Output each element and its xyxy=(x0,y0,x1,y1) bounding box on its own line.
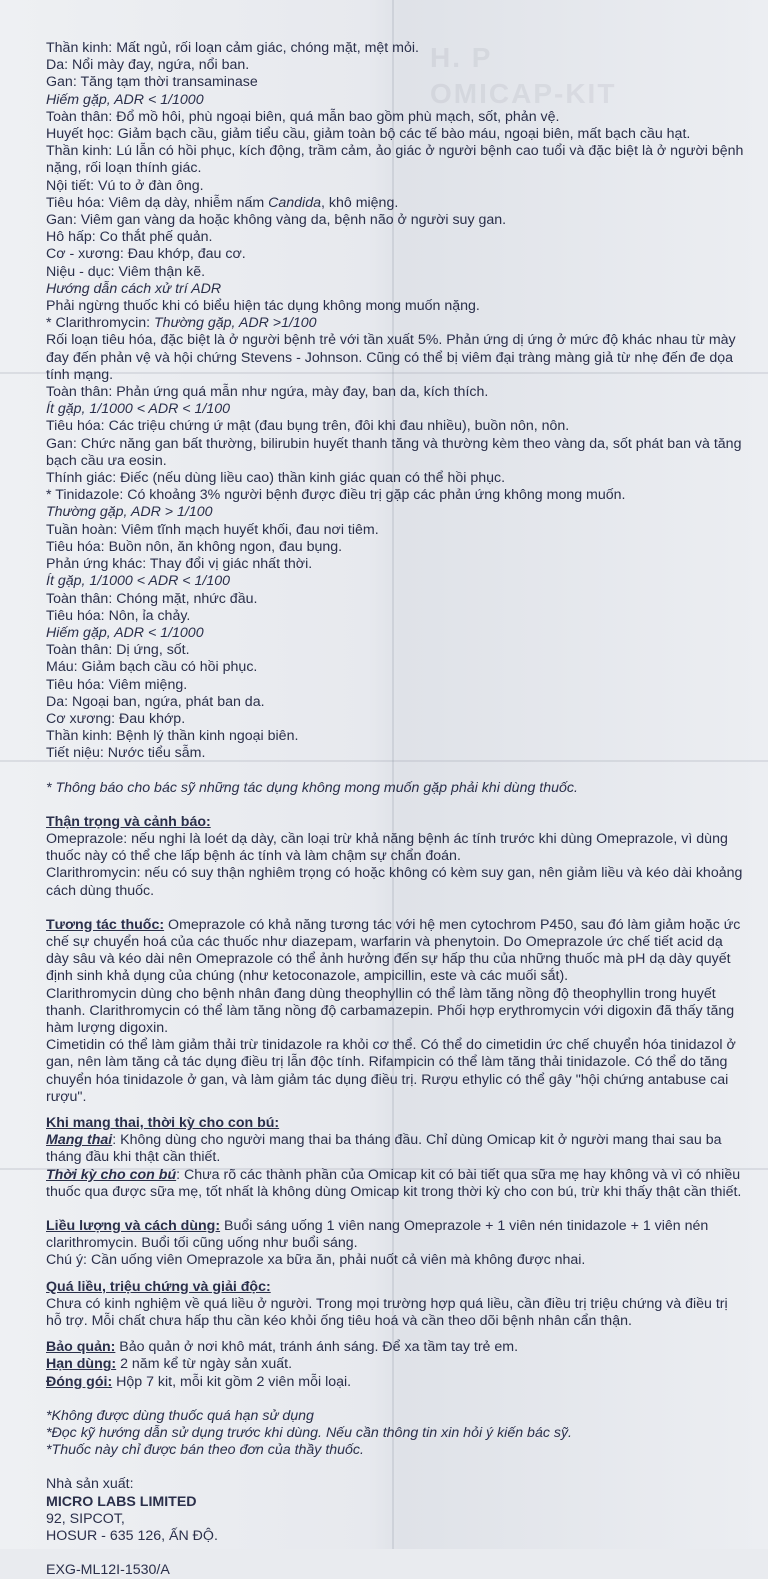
text-line: Tiêu hóa: Viêm miệng. xyxy=(46,676,188,693)
notice-line: * Thông báo cho bác sỹ những tác dụng không mong muốn gặp phải khi dùng thuốc. xyxy=(46,779,578,796)
subheading: Thời kỳ cho con bú xyxy=(46,1166,177,1183)
spacer xyxy=(46,1459,746,1476)
text-line: Cơ - xương: Đau khớp, đau cơ. xyxy=(46,246,246,263)
text-line: Hô hấp: Co thắt phế quản. xyxy=(46,229,213,246)
text-line: Phải ngừng thuốc khi có biểu hiện tác dụng không mong muốn nặng. xyxy=(46,298,480,315)
spacer xyxy=(46,1270,746,1279)
frequency-label: Hiếm gặp, ADR < 1/1000 xyxy=(46,624,204,641)
text-line: Niệu - dục: Viêm thận kẽ. xyxy=(46,263,206,280)
text-span: Omeprazole có khả năng tương tác với hệ men cytochrom P450, sau đó làm giảm hoặc ức chế sự chuyển hoá của các thuốc như diazepam, warfarin và phenytoin. Do Omeprazole ức chế tiết acid dạ dày sâu và kéo dài nên Omeprazole có thể ảnh hưởng đến sự hấp thu của những thuốc mà pH dạ dày quyết định sinh khả dụng của chúng (như ketoconazole, ampicillin, este và các muối sắt). xyxy=(46,916,741,985)
spacer xyxy=(46,1330,746,1339)
text-line: Huyết học: Giảm bạch cầu, giảm tiểu cầu, giảm toàn bộ các tế bào máu, ngoại biên, mất bạch cầu hạt. xyxy=(46,126,691,143)
text-paragraph xyxy=(46,1167,746,1201)
text-line: Thần kinh: Mất ngủ, rối loạn cảm giác, chóng mặt, mệt mỏi. xyxy=(46,40,419,56)
text-line: * Tinidazole: Có khoảng 3% người bệnh được điều trị gặp các phản ứng không mong muốn. xyxy=(46,487,626,504)
text-paragraph: Cimetidin có thể làm giảm thải trừ tinidazole ra khỏi cơ thể. Có thể do cimetidin ức chế chuyển hóa tinidazol ở gan, nên làm tăng cả tác dụng điều trị lẫn độc tính. Rifampicin có thể làm tăng thải tinidazole. Có thể do tăng chuyển hóa tinidazole ở gan, và làm giảm tác dụng điều trị. Rượu ethylic có thể gây "hội chứng antabuse cai rượu". xyxy=(46,1037,736,1105)
text-paragraph: Gan: Chức năng gan bất thường, bilirubin huyết thanh tăng và thường kèm theo vàng da, sốt phát ban và tăng bạch cầu ưa eosin. xyxy=(46,435,742,469)
text-paragraph: Chưa có kinh nghiệm về quá liều ở người. Trong mọi trường hợp quá liều, cần điều trị triệu chứng và điều trị hỗ trợ. Mỗi chất chưa hấp thu cần kéo khỏi ống tiêu hoá và cần theo dõi bệnh nhân cẩn thận. xyxy=(46,1295,728,1330)
text-paragraph: Omeprazole: nếu nghi là loét dạ dày, cần loại trừ khả năng bệnh ác tính trước khi dùng Omeprazole, vì dùng thuốc này có thể che lấp bệnh ác tính và làm chậm sự chẩn đoán. xyxy=(46,830,728,865)
text-line: Toàn thân: Đổ mồ hôi, phù ngoại biên, quá mẫn bao gồm phù mạch, sốt, phản vệ. xyxy=(46,108,560,125)
text-line: Toàn thân: Phản ứng quá mẫn như ngứa, mày đay, ban da, kích thích. xyxy=(46,384,489,401)
text-line: Da: Nổi mày đay, ngứa, nổi ban. xyxy=(46,57,250,74)
text-line xyxy=(46,315,746,332)
frequency-label: Hiếm gặp, ADR < 1/1000 xyxy=(46,91,204,108)
text-line xyxy=(46,195,746,212)
text-line: Máu: Giảm bạch cầu có hồi phục. xyxy=(46,659,258,676)
text-line: Gan: Tăng tạm thời transaminase xyxy=(46,74,258,91)
text-line: Gan: Viêm gan vàng da hoặc không vàng da, bệnh não ở người suy gan. xyxy=(46,212,507,229)
section-heading: Liều lượng và cách dùng: xyxy=(46,1218,221,1234)
spacer xyxy=(46,1201,746,1218)
spacer xyxy=(46,900,746,917)
text-line: Chú ý: Cần uống viên Omeprazole xa bữa ăn, phải nuốt cả viên mà không được nhai. xyxy=(46,1252,586,1269)
text-paragraph xyxy=(46,1218,746,1252)
text-line: Toàn thân: Chóng mặt, nhức đầu. xyxy=(46,590,258,607)
adr-heading: Hướng dẫn cách xử trí ADR xyxy=(46,280,222,297)
section-heading: Bảo quản: xyxy=(46,1339,116,1356)
spacer xyxy=(46,1391,746,1408)
section-heading: Tương tác thuốc: xyxy=(46,916,165,933)
text-line xyxy=(46,1374,746,1391)
section-heading: Khi mang thai, thời kỳ cho con bú: xyxy=(46,1114,280,1131)
note-line: *Thuốc này chỉ được bán theo đơn của thầy thuốc. xyxy=(46,1442,364,1459)
text-paragraph xyxy=(46,917,746,986)
drug-label: * Clarithromycin: xyxy=(46,315,155,332)
text-span: Hộp 7 kit, mỗi kit gồm 2 viên mỗi loại. xyxy=(112,1373,352,1390)
section-heading: Thận trọng và cảnh báo: xyxy=(46,813,211,830)
text-line: Tiết niệu: Nước tiểu sẫm. xyxy=(46,745,206,762)
text-span: : Không dùng cho người mang thai ba tháng đầu. Chỉ dùng Omicap kit ở người mang thai sau ba tháng đầu khi thật cần thiết. xyxy=(46,1132,722,1166)
text-line: Tiêu hóa: Các triệu chứng ứ mật (đau bụng trên, đôi khi đau nhiều), buồn nôn, nôn. xyxy=(46,418,570,435)
manufacturer-address: HOSUR - 635 126, ẤN ĐỘ. xyxy=(46,1528,218,1545)
frequency-label: Thường gặp, ADR >1/100 xyxy=(154,315,317,332)
frequency-label: Thường gặp, ADR > 1/100 xyxy=(46,504,213,521)
show-through-line: H. P xyxy=(430,42,493,73)
section-heading: Đóng gói: xyxy=(46,1373,113,1390)
text-span: : Chưa rõ các thành phần của Omicap kit có bài tiết qua sữa mẹ hay không và vì có nhiều thuốc qua được sữa mẹ, tốt nhất là không dùng Omicap kit trong thời kỳ cho con bú, trừ khi thấy thật cần thiết. xyxy=(46,1166,742,1200)
manufacturer-address: 92, SIPCOT, xyxy=(46,1510,125,1527)
text-line: Tiêu hóa: Buồn nôn, ăn không ngon, đau bụng. xyxy=(46,538,343,555)
text-line: Tuần hoàn: Viêm tĩnh mạch huyết khối, đau nơi tiêm. xyxy=(46,521,379,538)
frequency-label: Ít gặp, 1/1000 < ADR < 1/100 xyxy=(46,573,231,590)
text-span: , khô miệng. xyxy=(321,194,399,211)
spacer xyxy=(46,763,746,780)
text-line: Thính giác: Điếc (nếu dùng liều cao) thần kinh giác quan có thể hồi phục. xyxy=(46,470,506,487)
spacer xyxy=(46,1106,746,1115)
text-line xyxy=(46,1356,746,1373)
leaflet-content xyxy=(46,40,746,1579)
frequency-label: Ít gặp, 1/1000 < ADR < 1/100 xyxy=(46,401,231,418)
text-paragraph: Thần kinh: Lú lẫn có hồi phục, kích động, trầm cảm, ảo giác ở người bệnh cao tuổi và đặc biệt là ở người bệnh nặng, rối loạn thính giác. xyxy=(46,143,744,177)
document-code: EXG-ML12I-1530/A xyxy=(46,1562,170,1579)
section-heading: Hạn dùng: xyxy=(46,1356,117,1373)
show-through-line: OMICAP-KIT xyxy=(430,78,617,109)
text-paragraph: Rối loạn tiêu hóa, đặc biệt là ở người bệnh trẻ với tần xuất 5%. Phản ứng dị ứng ở mức độ khác nhau từ mày đay đến phản vệ và hội chứng Stevens - Johnson. Cũng có thể bị viêm đại tràng màng giả từ nhẹ đến đe dọa tính mạng. xyxy=(46,332,736,383)
section-heading: Quá liều, triệu chứng và giải độc: xyxy=(46,1278,271,1295)
subheading: Mang thai xyxy=(46,1132,113,1149)
text-paragraph: Clarithromycin dùng cho bệnh nhân đang dùng theophyllin có thể làm tăng nồng độ theophyllin trong huyết thanh. Clarithromycin có thể làm tăng nồng độ carbamazepin. Phối hợp erythromycin với digoxin đã thấy tăng hàm lượng digoxin. xyxy=(46,985,735,1036)
text-line: Da: Ngoại ban, ngứa, phát ban da. xyxy=(46,693,265,710)
manufacturer-name: MICRO LABS LIMITED xyxy=(46,1493,197,1510)
text-span: Bảo quản ở nơi khô mát, tránh ánh sáng. Để xa tầm tay trẻ em. xyxy=(115,1339,519,1356)
text-span: Buổi sáng uống 1 viên nang Omeprazole + 1 viên nén tinidazole + 1 viên nén clarithromycin. Buổi tối cũng uống như buổi sáng. xyxy=(46,1218,709,1252)
text-line: Nội tiết: Vú to ở đàn ông. xyxy=(46,177,204,194)
text-line: Cơ xương: Đau khớp. xyxy=(46,710,186,727)
spacer xyxy=(46,1545,746,1562)
candida-term: Candida xyxy=(268,194,321,211)
text-line: Tiêu hóa: Nôn, ỉa chảy. xyxy=(46,607,191,624)
text-line: Toàn thân: Dị ứng, sốt. xyxy=(46,642,190,659)
note-line: *Đọc kỹ hướng dẫn sử dụng trước khi dùng. Nếu cần thông tin xin hỏi ý kiến bác sỹ. xyxy=(46,1425,572,1442)
text-paragraph: Clarithromycin: nếu có suy thận nghiêm trọng có hoặc không có kèm suy gan, nên giảm liều và kéo dài khoảng cách dùng thuốc. xyxy=(46,865,743,899)
text-paragraph xyxy=(46,1132,746,1166)
text-line: Thần kinh: Bệnh lý thần kinh ngoại biên. xyxy=(46,728,299,745)
spacer xyxy=(46,797,746,814)
text-span: 2 năm kể từ ngày sản xuất. xyxy=(116,1356,293,1373)
text-line xyxy=(46,1339,746,1356)
note-line: *Không được dùng thuốc quá hạn sử dụng xyxy=(46,1407,314,1424)
text-span: Tiêu hóa: Viêm dạ dày, nhiễm nấm xyxy=(46,194,269,211)
manufacturer-label: Nhà sản xuất: xyxy=(46,1476,134,1493)
text-line: Phản ứng khác: Thay đổi vị giác nhất thời. xyxy=(46,556,313,573)
